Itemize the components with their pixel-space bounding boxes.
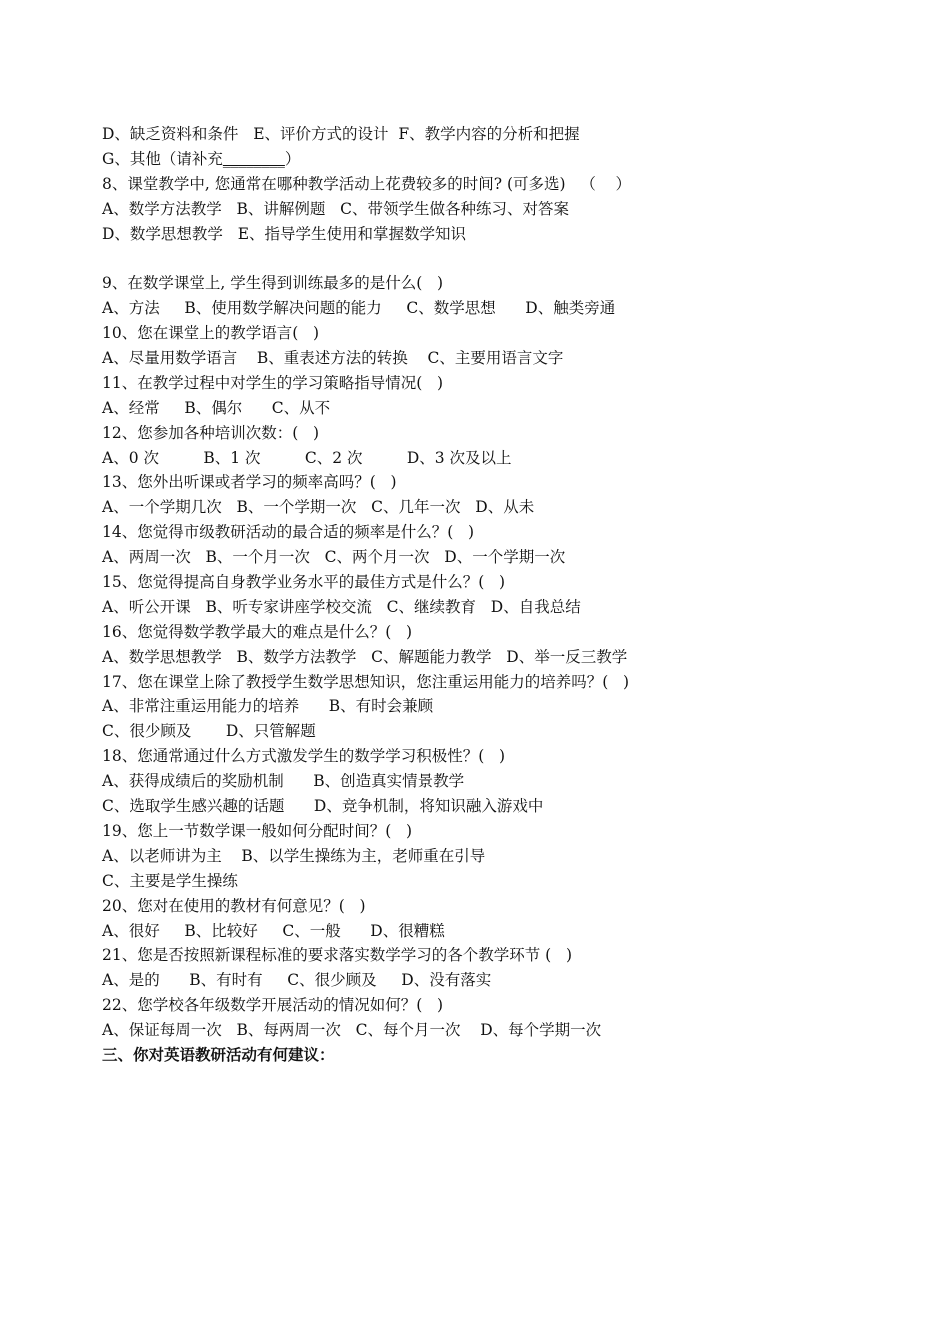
question-15: 15、您觉得提高自身教学业务水平的最佳方式是什么？( ): [102, 573, 506, 592]
question-8: 8、课堂教学中, 您通常在哪种教学活动上花费较多的时间? (可多选) （ ）: [102, 174, 632, 193]
question-19: 19、您上一节数学课一般如何分配时间？( ): [102, 821, 413, 840]
section-heading-suggestions: 三、你对英语教研活动有何建议：: [102, 1044, 335, 1064]
question-11-options: A、经常 B、偶尔 C、从不: [102, 398, 331, 417]
survey-content: [102, 122, 862, 1068]
question-9: 9、在数学课堂上, 学生得到训练最多的是什么( ): [102, 274, 444, 293]
spacer: [102, 246, 862, 271]
question-16: 16、您觉得数学教学最大的难点是什么？( ): [102, 622, 413, 641]
question-14: 14、您觉得市级教研活动的最合适的频率是什么？( ): [102, 523, 475, 542]
question-8-options-d-e: D、数学思想教学 E、指导学生使用和掌握数学知识: [102, 224, 467, 243]
question-13: 13、您外出听课或者学习的频率高吗？( ): [102, 473, 397, 492]
question-18: 18、您通常通过什么方式激发学生的数学学习积极性？( ): [102, 747, 506, 766]
question-10-options: A、尽量用数学语言 B、重表述方法的转换 C、主要用语言文字: [102, 349, 564, 368]
question-8-options-a-c: A、数学方法教学 B、讲解例题 C、带领学生做各种练习、对答案: [102, 199, 570, 218]
question-19-options-a-b: A、以老师讲为主 B、以学生操练为主，老师重在引导: [102, 846, 486, 865]
question-16-options: A、数学思想教学 B、数学方法教学 C、解题能力教学 D、举一反三教学: [102, 647, 628, 666]
question-15-options: A、听公开课 B、听专家讲座学校交流 C、继续教育 D、自我总结: [102, 597, 581, 616]
question-17-options-c-d: C、很少顾及 D、只管解题: [102, 722, 316, 741]
question-18-options-a-b: A、获得成绩后的奖励机制 B、创造真实情景教学: [102, 772, 465, 791]
question-20: 20、您对在使用的教材有何意见？( ): [102, 896, 366, 915]
question-19-option-c: C、主要是学生操练: [102, 871, 238, 890]
question-13-options: A、一个学期几次 B、一个学期一次 C、几年一次 D、从未: [102, 498, 535, 517]
option-g-suffix: ）: [284, 149, 301, 168]
question-14-options: A、两周一次 B、一个月一次 C、两个月一次 D、一个学期一次: [102, 548, 566, 567]
question-10: 10、您在课堂上的教学语言( ): [102, 324, 320, 343]
fill-in-blank: ________: [222, 149, 285, 168]
option-line-7-g: [102, 147, 862, 172]
question-11: 11、在教学过程中对学生的学习策略指导情况( ): [102, 373, 444, 392]
question-21-options: A、是的 B、有时有 C、很少顾及 D、没有落实: [102, 971, 492, 990]
option-line-7-d-f: D、缺乏资料和条件 E、评价方式的设计 F、教学内容的分析和把握: [102, 125, 580, 143]
question-18-options-c-d: C、选取学生感兴趣的话题 D、竞争机制，将知识融入游戏中: [102, 797, 544, 816]
question-12: 12、您参加各种培训次数：( ): [102, 423, 320, 442]
question-12-options: A、0 次 B、1 次 C、2 次 D、3 次及以上: [102, 448, 512, 467]
question-22-options: A、保证每周一次 B、每两周一次 C、每个月一次 D、每个学期一次: [102, 1021, 602, 1040]
question-9-options: A、方法 B、使用数学解决问题的能力 C、数学思想 D、触类旁通: [102, 299, 616, 318]
question-22: 22、您学校各年级数学开展活动的情况如何？( ): [102, 996, 444, 1015]
question-20-options: A、很好 B、比较好 C、一般 D、很糟糕: [102, 921, 445, 940]
question-21: 21、您是否按照新课程标准的要求落实数学学习的各个教学环节 ( ): [102, 946, 573, 965]
option-g-prefix: G、其他（请补充: [102, 149, 223, 168]
question-17: 17、您在课堂上除了教授学生数学思想知识，您注重运用能力的培养吗？( ): [102, 672, 630, 691]
question-17-options-a-b: A、非常注重运用能力的培养 B、有时会兼顾: [102, 697, 434, 716]
